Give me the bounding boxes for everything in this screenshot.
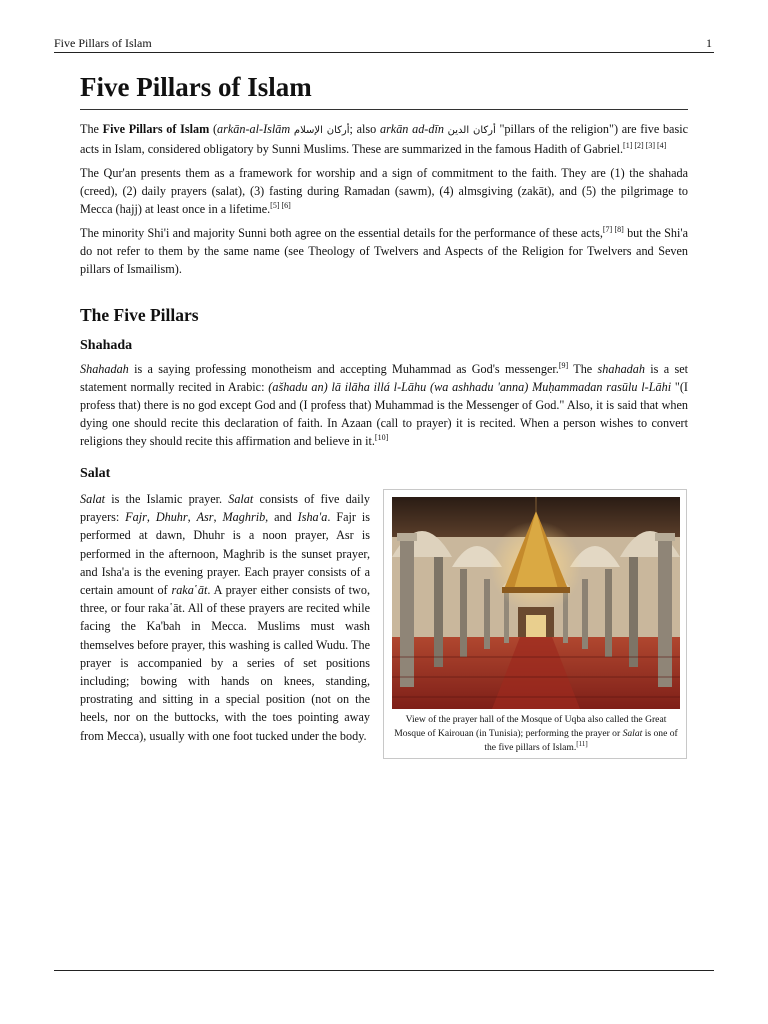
text-run: , [187,510,197,525]
term-five-pillars: Five Pillars of Islam [102,122,210,136]
running-header [54,36,714,53]
transliteration: arkān ad-dīn [379,122,444,136]
prayer-name: Dhuhr [155,510,188,525]
figure-caption [390,713,682,755]
term: Shahadah [80,362,129,376]
text-run: The [80,122,103,136]
prayer-name: Asr [196,510,214,525]
text-run: , and [265,510,298,525]
reference-link[interactable]: [7] [8] [602,225,624,234]
transliteration: arkān-al-Islām [217,122,291,136]
text-run: is the Islamic prayer. [105,492,229,506]
text-run: but the Shi'a do not refer to them by the same name (see Theology of Twelvers and Aspects of the Religion for Twelvers and Seven pillars of Ismailism). [80,226,689,276]
text-run: ( [209,122,218,136]
article-title: Five Pillars of Islam [80,68,688,110]
prayer-name: Isha'a [297,510,328,525]
mosque-prayer-hall-image[interactable] [392,497,680,709]
text-run: , [146,510,156,525]
reference-link[interactable]: [9] [558,361,569,370]
text-run: is a saying professing monotheism and accepting Muhammad as God's messenger. [128,362,559,376]
salat-section [80,490,688,770]
reference-link[interactable]: [1] [2] [3] [4] [623,141,667,150]
reference-link[interactable]: [11] [576,740,588,748]
arabic-text: أركان الإسلام [293,125,350,136]
page-number: 1 [706,36,712,50]
intro-paragraph-3 [80,224,688,278]
reference-link[interactable]: [5] [6] [270,201,291,210]
term: shahadah [597,362,645,376]
text-run: "(I profess that) there is no god except God and (I profess that) Muhammad is the Messenger of God." Also, it is said that when dying one should recite this declaration of faith. In Azaan (call to prayer) it is recited. When a person wishes to convert religions they should recite this affirmation and believe in it. [80,380,688,448]
running-header-title: Five Pillars of Islam [54,36,152,50]
text-run: The Qur'an presents them as a framework for worship and a sign of commitment to the faith. They are (1) the shahada (creed), (2) daily prayers (salat), (3) fasting during Ramadan (sawm), (4) almsgiving (zakāt), and (5) the pilgrimage to Mecca (hajj) at least once in a lifetime. [80,166,688,216]
text-run: "pillars of the religion") are five basic acts in Islam, considered obligatory by Sunni Muslims. These are summarized in the famous Hadith of Gabriel. [80,122,689,156]
text-run: ; also [349,122,380,136]
text-run: consists of five daily prayers: [80,492,370,525]
text-run: is one of the five pillars of Islam. [484,728,678,753]
section-heading: The Five Pillars [80,305,199,325]
text-run: The minority Shi'i and majority Sunni both agree on the essential details for the performance of these acts, [80,226,603,240]
text-run: is a set statement normally recited in Arabic: [80,362,689,394]
transliteration: (ašhadu an) lā ilāha illá l-Lāhu (wa ashhadu 'anna) Muḥammadan rasūlu l-Lāhi [268,380,672,394]
text-run: , [213,510,223,525]
shahada-paragraph [80,360,688,450]
prayer-name: Fajr [125,510,147,525]
reference-link[interactable]: [10] [374,433,389,442]
article-body [80,68,688,770]
figure-thumbnail [383,489,687,759]
term: Salat [228,492,254,506]
text-run: . Fajr is performed at dawn, Dhuhr is a noon prayer, Asr is performed in the afternoon, Maghrib is the sunset prayer, and Isha'a is the evening prayer. Each prayer consists of a certain amount of [80,510,370,598]
text-run: The [568,362,598,376]
prayer-name: Maghrib [222,510,266,525]
subsection-heading-salat: Salat [80,466,111,481]
intro-paragraph-2 [80,164,688,218]
text-run: . A prayer either consists of two, three, or four raka῾āt. All of these prayers are recited while facing the Ka'bah in Mecca. Muslims must wash themselves before prayer, this washing is called Wudu. The prayer is accompanied by a series of set positions including; bowing with hands on knees, standing, prostrating and sitting in a special position (not on the heels, nor on the buttocks, with the toes pointing away from Mecca), usually with one foot tucked under the body. [80,583,370,743]
term: raka῾āt [171,583,208,598]
intro-paragraph-1 [80,120,688,158]
text-run: View of the prayer hall of the Mosque of Uqba also called the Great Mosque of Kairouan (in Tunisia); performing the prayer or [394,714,667,739]
term: Salat [80,492,106,506]
footer-divider [54,970,714,971]
arabic-text: أركان الدين [447,125,496,136]
salat-paragraph [80,490,370,745]
subsection-heading-shahada: Shahada [80,338,133,353]
term: Salat [622,728,643,739]
